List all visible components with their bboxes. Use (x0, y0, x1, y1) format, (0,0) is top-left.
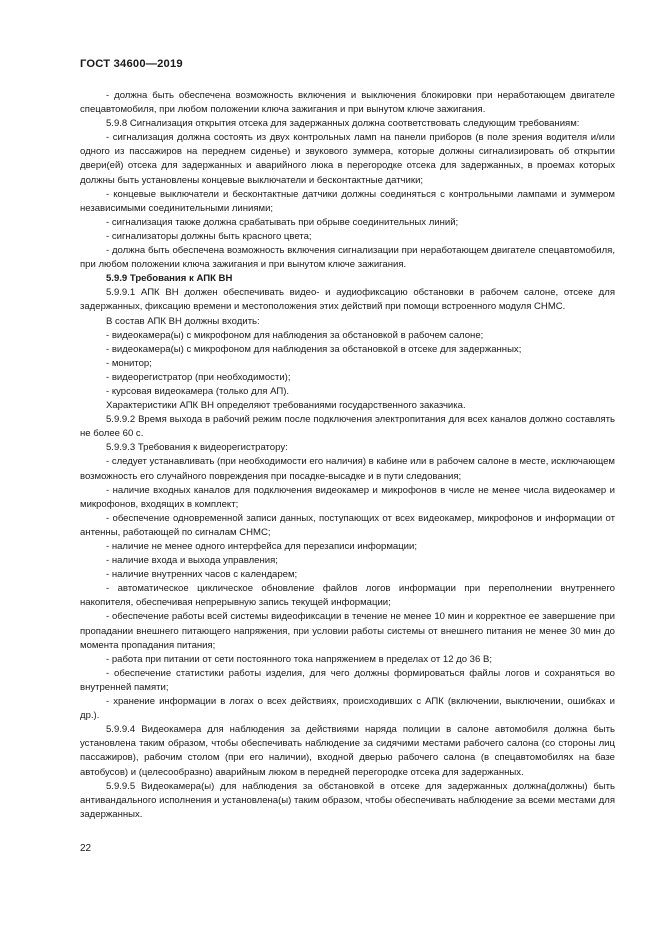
list-item: - видеокамера(ы) с микрофоном для наблюдения за обстановкой в рабочем салоне; (106, 329, 484, 341)
list-item: - монитор; (106, 357, 152, 369)
list-item: - наличие входных каналов для подключения видеокамер и микрофонов в числе не менее числа видеокамер и микрофонов, входящих в комплект; (80, 484, 615, 510)
list-item: - обеспечение статистики работы изделия, для чего должны формироваться файлы логов и сохраняться во внутренней памяти; (80, 667, 615, 693)
paragraph: - сигнализация должна состоять из двух контрольных ламп на панели приборов (в поле зрения водителя и/или одного из пассажиров на переднем сиденье) и звукового зуммера, которые должны сигнализировать об открытии двери(ей) отсека для задержанных и аварийного люка в перегородке отсека для задержанных, в проемах которых должны быть установлены концевые выключатели и бесконтактные датчики; (80, 132, 615, 186)
list-item: - наличие не менее одного интерфейса для перезаписи информации; (106, 541, 417, 552)
list-item: - видеокамера(ы) с микрофоном для наблюдения за обстановкой в отсеке для задержанных; (106, 343, 522, 355)
list-item: - обеспечение работы всей системы видеофиксации в течение не менее 10 мин и корректное ее завершение при пропадании внешнего питающего напряжения, при условии работы системы от внешнего питания не менее 30 мин до момента пропадания питания; (80, 611, 615, 651)
paragraph: - сигнализация также должна срабатывать при обрыве соединительных линий; (106, 216, 459, 228)
paragraph: В состав АПК ВН должны входить: (106, 315, 260, 327)
list-item: - видеорегистратор (при необходимости); (106, 371, 291, 383)
document-header: ГОСТ 34600—2019 (80, 58, 183, 70)
list-item: - курсовая видеокамера (только для АП). (106, 385, 290, 397)
paragraph: 5.9.9.3 Требования к видеорегистратору: (106, 442, 288, 454)
paragraph: - должна быть обеспечена возможность включения и выключения блокировки при неработающем двигателе спецавтомобиля, при любом положении ключа зажигания и при вынутом ключе зажигания. (80, 90, 615, 116)
list-item: - хранение информации в логах о всех действиях, происходивших с АПК (включении, выключении, ошибках и др.). (80, 696, 615, 722)
paragraph: 5.9.9.4 Видеокамера для наблюдения за действиями наряда полиции в салоне автомобиля должна быть установлена таким образом, чтобы обеспечивать наблюдение за сидячими местами рабочего салона (со стороны лиц пассажиров), рабочим столом (при его наличии), входной дверью рабочего салона (в спецавтомобилях на базе автобусов) и (целесообразно) аварийным люком в передней перегородке отсека для задержанных. (80, 724, 615, 778)
paragraph: Характеристики АПК ВН определяют требованиями государственного заказчика. (106, 400, 466, 412)
paragraph: 5.9.8 Сигнализация открытия отсека для задержанных должна соответствовать следующим требованиям: (106, 118, 580, 130)
page-number: 22 (80, 843, 92, 854)
paragraph: 5.9.9.2 Время выхода в рабочий режим после подключения электропитания для всех каналов должно составлять не более 60 с. (80, 414, 615, 440)
list-item: - наличие внутренних часов с календарем; (106, 569, 298, 581)
section-heading: 5.9.9 Требования к АПК ВН (106, 273, 233, 285)
list-item: - следует устанавливать (при необходимости его наличия) в кабине или в рабочем салоне в месте, исключающем возможность его случайного повреждения при посадке-высадке и в пути следования; (80, 456, 615, 482)
list-item: - автоматическое циклическое обновление файлов логов информации при переполнении внутреннего накопителя, обеспечивая непрерывную запись текущей информации; (80, 583, 615, 609)
document-body (80, 89, 615, 822)
paragraph: - должна быть обеспечена возможность включения сигнализации при неработающем двигателе спецавтомобиля, при любом положении ключа зажигания и при вынутом ключе зажигания. (80, 245, 615, 271)
paragraph: 5.9.9.5 Видеокамера(ы) для наблюдения за обстановкой в отсеке для задержанных должна(должны) быть антивандального исполнения и установлена(ы) таким образом, чтобы обеспечивать наблюдение за всеми местами для задержанных. (80, 780, 615, 820)
list-item: - обеспечение одновременной записи данных, поступающих от всех видеокамер, микрофонов и информации от антенны, работающей по сигналам СНМС; (80, 512, 615, 538)
list-item: - работа при питании от сети постоянного тока напряжением в пределах от 12 до 36 В; (106, 653, 492, 665)
paragraph: - сигнализаторы должны быть красного цвета; (106, 230, 312, 242)
list-item: - наличие входа и выхода управления; (106, 555, 278, 567)
paragraph: 5.9.9.1 АПК ВН должен обеспечивать видео- и аудиофиксацию обстановки в рабочем салоне, отсеке для задержанных, фиксацию времени и местоположения этих действий при помощи встроенного модуля СНМС. (80, 287, 615, 313)
paragraph: - концевые выключатели и бесконтактные датчики должны соединяться с контрольными лампами и зуммером независимыми соединительными линиями; (80, 188, 615, 214)
